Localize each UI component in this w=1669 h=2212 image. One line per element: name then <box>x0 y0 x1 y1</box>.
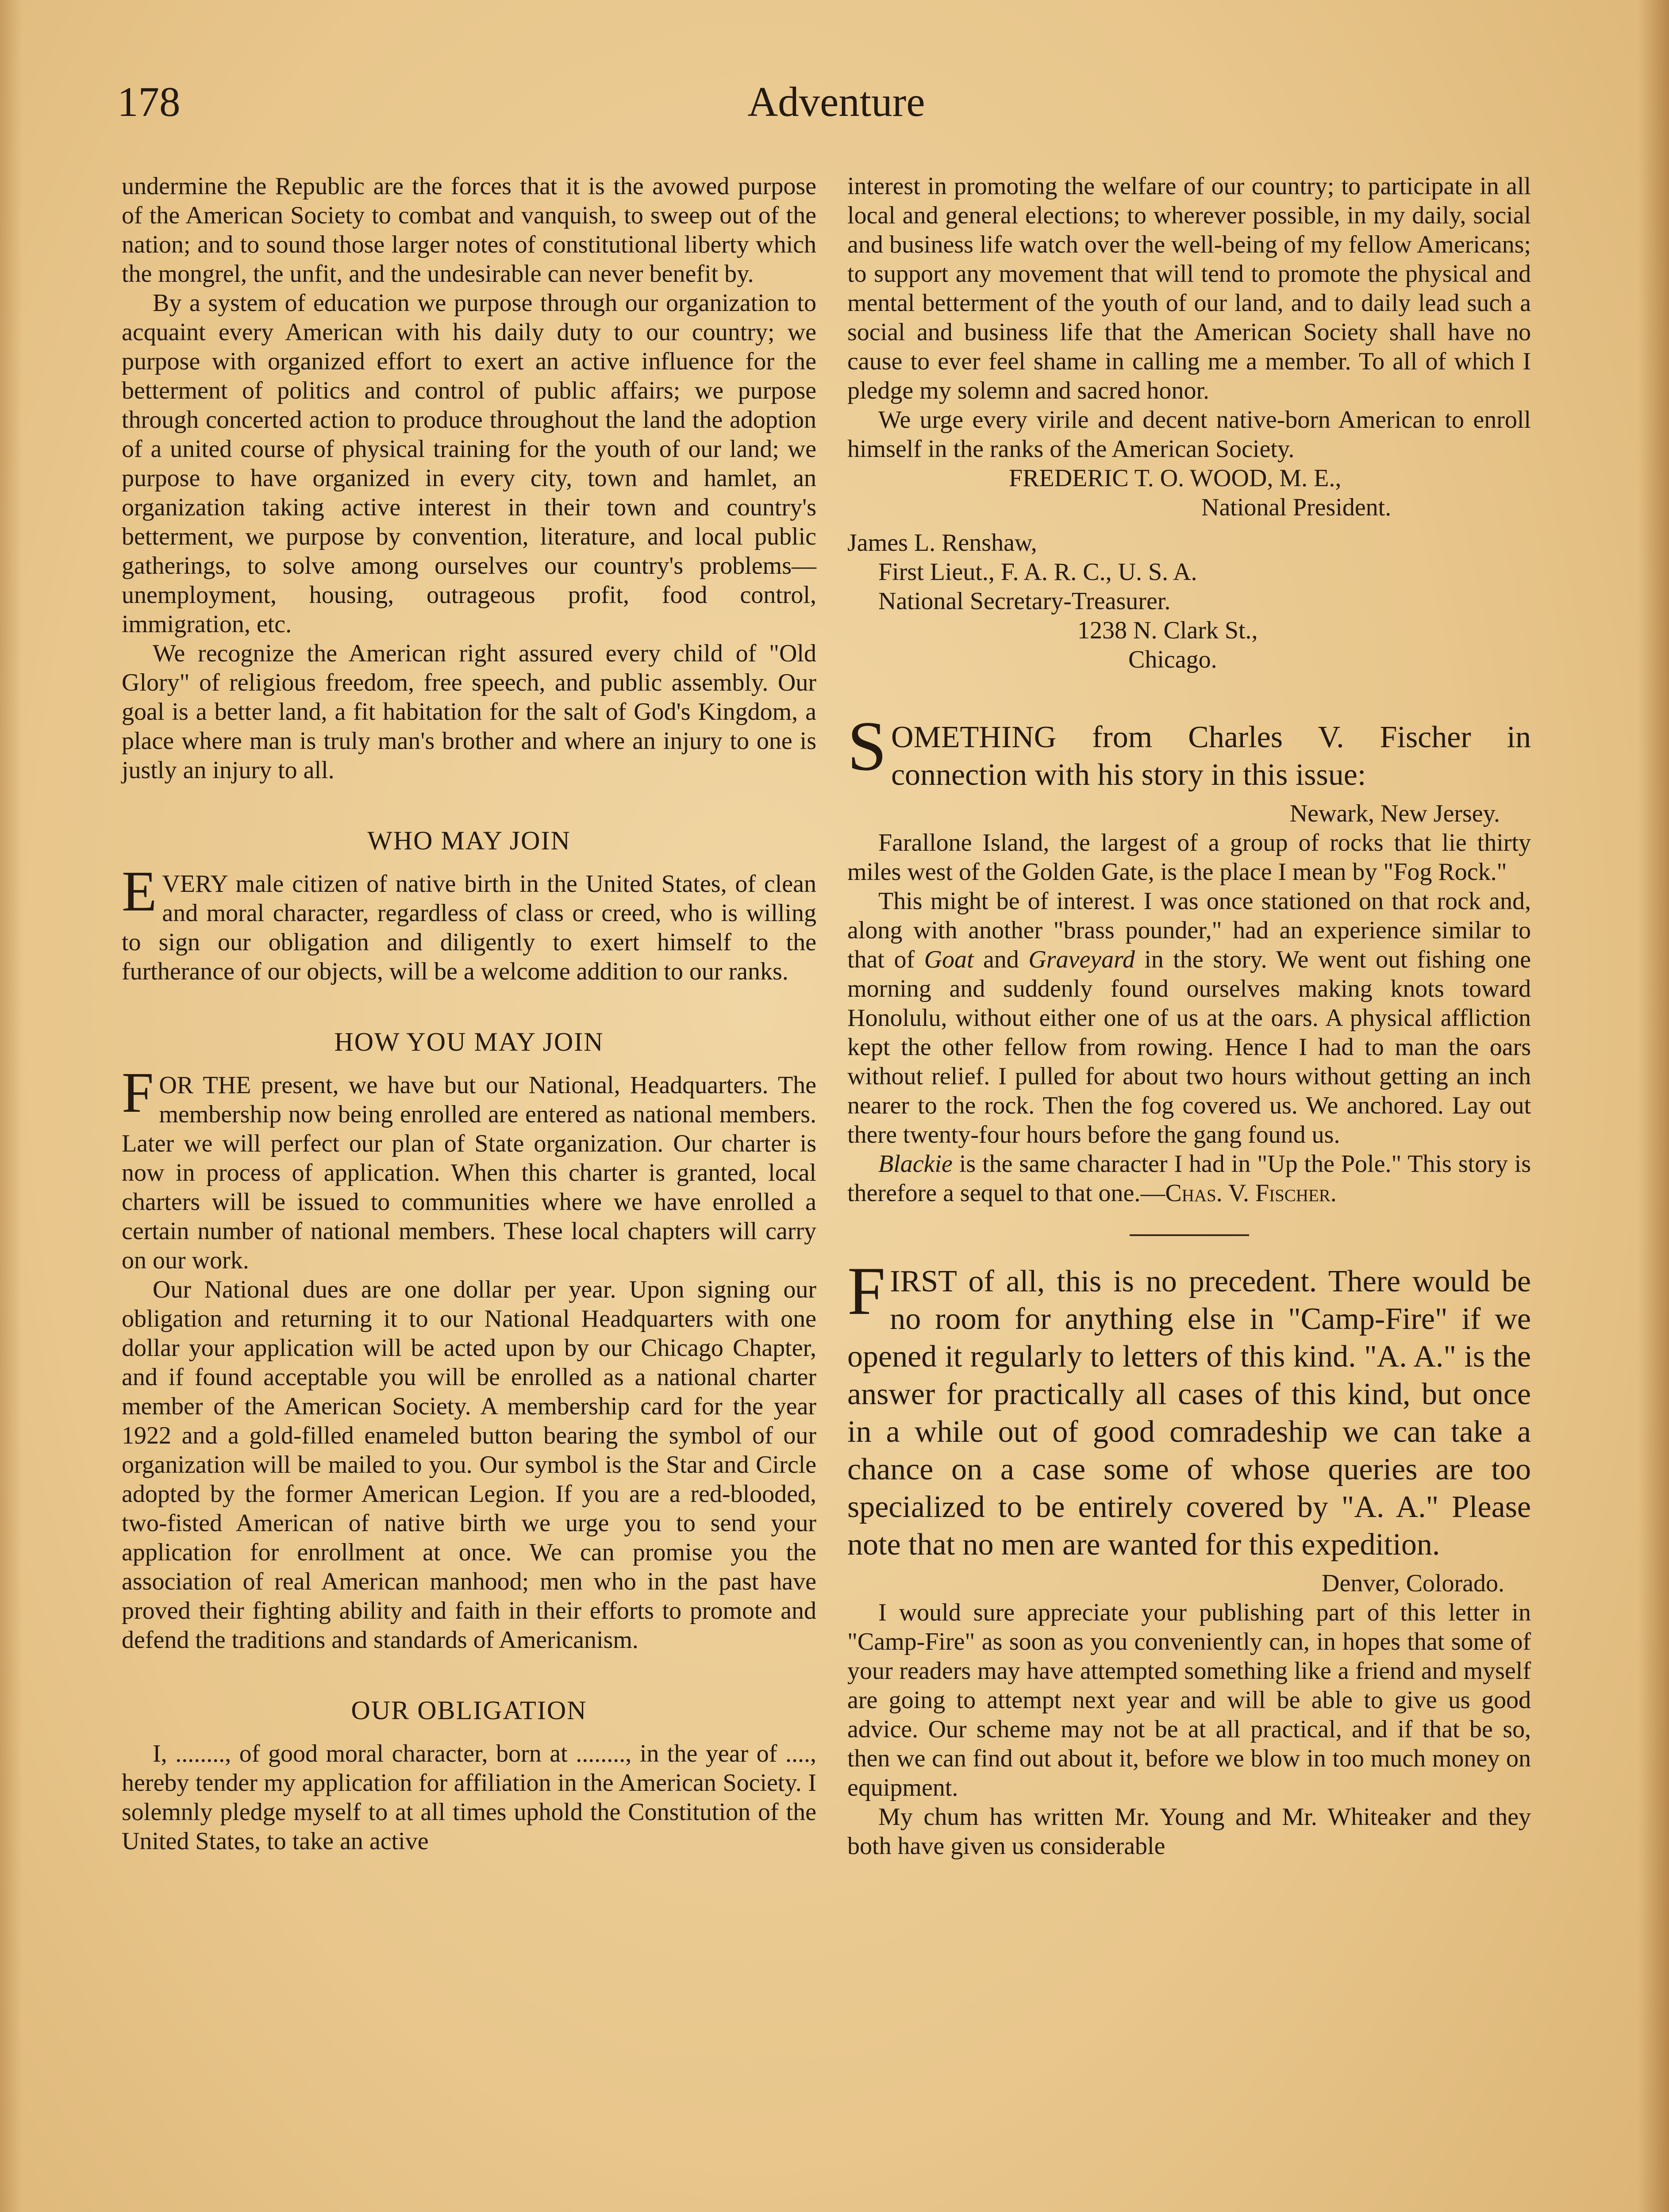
letter-fischer-p1: Farallone Island, the largest of a group of rocks that lie thirty miles west of the Golden Gate, is the place I mean by "Fog Rock." <box>847 829 1531 886</box>
paragraph-obligation-continued: interest in promoting the welfare of our country; to participate in all local and general elections; to wherever possible, in my daily, social and business life watch over the well-being of my fellow Americans; to support any movement that will tend to promote the physical and mental betterment of the youth of our land, and to daily lead such a social and business life that the American Society shall have no cause to ever feel shame in calling me a member. To all of which I pledge my solemn and sacred honor. <box>847 173 1531 404</box>
section-divider <box>1130 1234 1249 1236</box>
page-edge-shadow-left <box>0 0 22 2212</box>
page-number: 178 <box>117 78 181 125</box>
paragraph-rights: We recognize the American right assured every child of "Old Glory" of religious freedom, free speech, and public assembly. Our goal is a better land, a fit habitation for the salt of God's Kingdom, a place where man is truly man's brother and where an injury to one is justly an injury to all. <box>122 640 816 784</box>
lead-first-of-all: FIRST of all, this is no precedent. There would be no room for anything else in "Camp-Fire" if we opened it regularly to letters of this kind. "A. A." is the answer for practically all cases of this kind, but once in a while out of good comradeship we can take a chance on a case some of whose queries are too specialized to be entirely covered by "A. A." Please note that no men are wanted for this expedition. <box>847 1253 1531 1562</box>
signature-secretary-name: James L. Renshaw, <box>847 529 1037 557</box>
heading-how-you-may-join: HOW YOU MAY JOIN <box>334 1027 604 1056</box>
paragraph-urge: We urge every virile and decent native-born American to enroll himself in the ranks of the American Society. <box>847 406 1531 463</box>
letter-fischer-p2: This might be of interest. I was once stationed on that rock and, along with another "brass pounder," had an experience similar to that of Goat and Graveyard in the story. We went out fishing one morning and suddenly found ourselves making knots toward Honolulu, without either one of us at the oars. A physical affliction kept the other fellow from rowing. Hence I had to man the oars without relief. I pulled for about two hours without getting an inch nearer to the rock. Then the fog covered us. We anchored. Lay out there twenty-four hours before the gang found us. <box>847 887 1531 1148</box>
paragraph-obligation: I, ........, of good moral character, born at ........, in the year of ...., hereby tender my application for affiliation in the American Society. I solemnly pledge myself to at all times uphold the Constitution of the United States, to take an active <box>122 1740 816 1855</box>
signature-secretary-title: National Secretary-Treasurer. <box>878 588 1171 615</box>
signature-secretary-rank: First Lieut., F. A. R. C., U. S. A. <box>878 558 1197 586</box>
letter-denver-p1: I would sure appreciate your publishing part of this letter in "Camp-Fire" as soon as you conveniently can, in hopes that some of your readers may have attempted something like a friend and myself are going to attempt next year and will be able to give us good advice. Our scheme may not be at all practical, and if that be so, then we can find out about it, before we blow in too much money on equipment. <box>847 1599 1531 1801</box>
signature-address: 1238 N. Clark St., <box>1077 617 1258 644</box>
left-column <box>122 172 816 1856</box>
dateline-newark: Newark, New Jersey. <box>1289 800 1500 827</box>
page-header <box>117 77 1555 148</box>
heading-who-may-join: WHO MAY JOIN <box>367 826 571 855</box>
paragraph-education: By a system of education we purpose through our organization to acquaint every American with his daily duty to our country; we purpose with organized effort to exert an active influence for the betterment of politics and control of public affairs; we purpose through concerted action to produce throughout the land the adoption of a united course of physical training for the youth of our land; we purpose to have organized in every city, town and hamlet, an organization taking active interest in their town and country's betterment, we purpose by convention, literature, and local public gatherings, to solve among ourselves our country's problems—unemployment, housing, outrageous profit, food control, immigration, etc. <box>122 289 816 638</box>
paragraph-dues: Our National dues are one dollar per year. Upon signing our obligation and returning it to our National Headquarters with one dollar your application will be acted upon by our Chicago Chapter, and if found acceptable you will be enrolled as a national charter member of the American Society. A membership card for the year 1922 and a gold-filled enameled button bearing the symbol of our organization will be mailed to you. Our symbol is the Star and Circle adopted by the former American Legion. If you are a red-blooded, two-fisted American of native birth we urge you to send your application for enrollment at once. We can promise you the association of real American manhood; men who in the past have proved their fighting ability and faith in their efforts to promote and defend the traditions and standards of Americanism. <box>122 1276 816 1654</box>
signature-president-name: FREDERIC T. O. WOOD, M. E., <box>1009 465 1342 492</box>
signature-city: Chicago. <box>1128 646 1217 673</box>
running-title: Adventure <box>747 78 925 125</box>
signature-president-title: National President. <box>1201 494 1392 521</box>
right-column <box>847 172 1531 1861</box>
letter-denver-p2: My chum has written Mr. Young and Mr. Whiteaker and they both have given us considerable <box>847 1803 1531 1860</box>
heading-our-obligation: OUR OBLIGATION <box>351 1696 587 1725</box>
paragraph-purpose-end: undermine the Republic are the forces that it is the avowed purpose of the American Society to combat and vanquish, to sweep out of the nation; and to sound those larger notes of constitutional liberty which the mongrel, the unfit, and the undesirable can never benefit by. <box>122 173 816 288</box>
page-edge-shadow-right <box>1638 0 1669 2212</box>
paragraph-who-may-join: EVERY male citizen of native birth in the United States, of clean and moral character, regardless of class or creed, who is willing to sign our obligation and diligently to exert himself to the furtherance of our objects, will be a welcome addition to our ranks. <box>122 860 816 985</box>
dateline-denver: Denver, Colorado. <box>1322 1570 1504 1597</box>
letter-fischer-p3: Blackie is the same character I had in "Up the Pole." This story is therefore a sequel to that one.—Chas. V. Fischer. <box>847 1150 1531 1207</box>
lead-fischer: SOMETHING from Charles V. Fischer in connection with his story in this issue: <box>847 707 1531 792</box>
paragraph-headquarters: FOR THE present, we have but our National, Headquarters. The membership now being enrolled are entered as national members. Later we will perfect our plan of State organization. Our charter is now in process of application. When this charter is granted, local charters will be issued to communities where we have enrolled a certain number of national members. These local chapters will carry on our work. <box>122 1061 816 1274</box>
